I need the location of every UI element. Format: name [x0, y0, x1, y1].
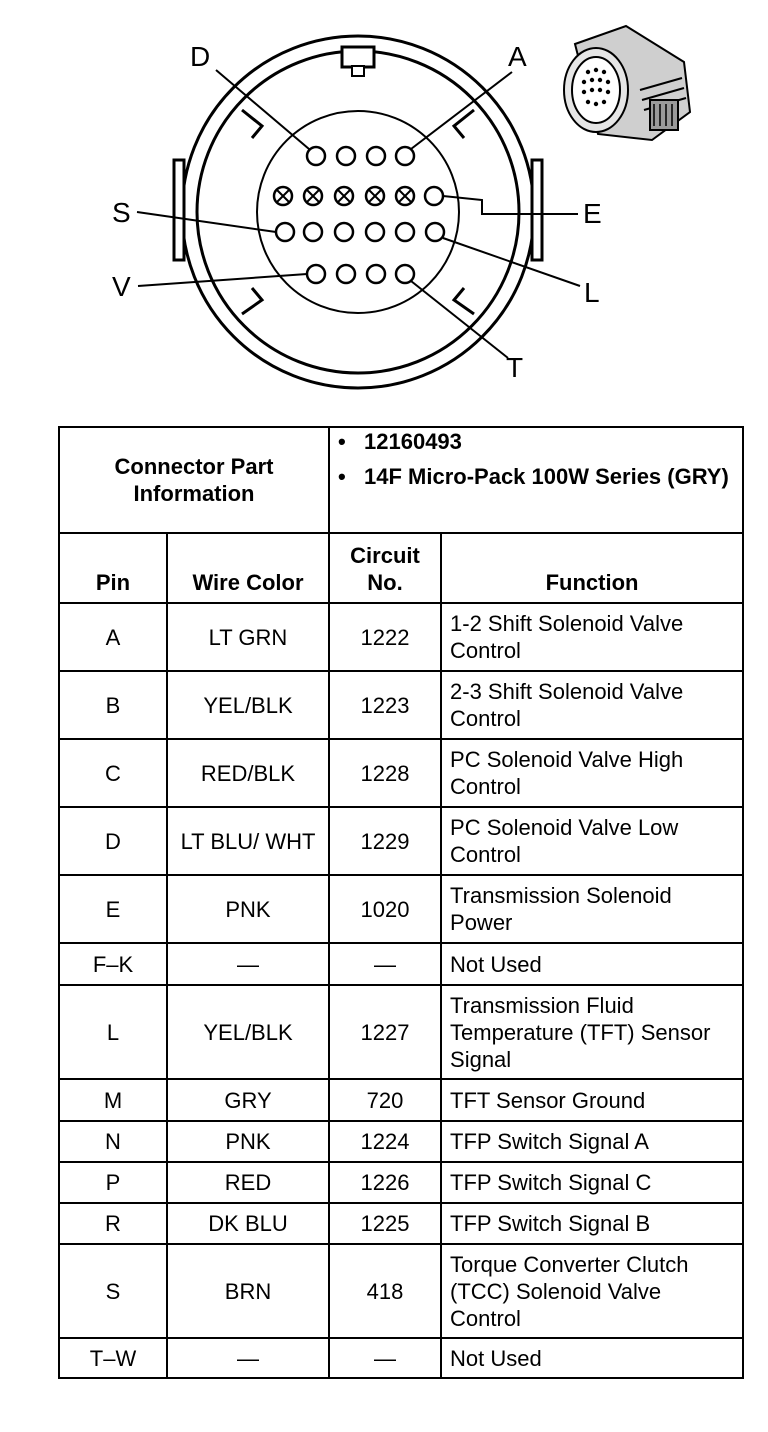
wire-color-cell: DK BLU: [167, 1203, 329, 1244]
circuit-no-cell: 1228: [329, 739, 441, 807]
table-row: [59, 1079, 743, 1121]
connector-housing: [174, 36, 542, 388]
connector-3d-illustration: [564, 26, 690, 140]
function-cell: TFP Switch Signal B: [441, 1203, 743, 1244]
pin-cell: C: [59, 739, 167, 807]
header-pin: Pin: [59, 533, 167, 603]
function-cell: Not Used: [441, 1338, 743, 1378]
circuit-no-cell: 1225: [329, 1203, 441, 1244]
circuit-no-cell: 1020: [329, 875, 441, 943]
callout-s: S: [112, 197, 131, 228]
connector-series: • 14F Micro-Pack 100W Series (GRY): [338, 463, 734, 490]
wire-color-cell: RED/BLK: [167, 739, 329, 807]
circuit-no-cell: 1226: [329, 1162, 441, 1203]
function-cell: TFP Switch Signal C: [441, 1162, 743, 1203]
table-row: [59, 1244, 743, 1338]
plugged-cavities: [274, 187, 414, 205]
wire-color-cell: YEL/BLK: [167, 985, 329, 1079]
pin-cell: P: [59, 1162, 167, 1203]
table-row: [59, 1162, 743, 1203]
circuit-no-cell: —: [329, 943, 441, 985]
table-row: [59, 1121, 743, 1162]
header-circuit-no: Circuit No.: [329, 533, 441, 603]
wire-color-cell: —: [167, 943, 329, 985]
callout-d: D: [190, 41, 211, 72]
circuit-no-cell: 418: [329, 1244, 441, 1338]
circuit-no-cell: 1223: [329, 671, 441, 739]
circuit-no-cell: 1227: [329, 985, 441, 1079]
connector-part-info-label: Connector Part Information: [59, 427, 329, 533]
connector-part-number: • 12160493: [338, 428, 734, 455]
pin-cell: S: [59, 1244, 167, 1338]
wire-color-cell: BRN: [167, 1244, 329, 1338]
connector-face-diagram: [0, 0, 768, 410]
function-cell: Torque Converter Clutch (TCC) Solenoid Valve Control: [441, 1244, 743, 1338]
function-cell: TFT Sensor Ground: [441, 1079, 743, 1121]
callout-v: V: [112, 271, 131, 302]
pin-cell: F–K: [59, 943, 167, 985]
callout-t: T: [506, 352, 524, 383]
pin-cell: E: [59, 875, 167, 943]
pin-cell: A: [59, 603, 167, 671]
function-cell: Not Used: [441, 943, 743, 985]
circuit-no-cell: 1222: [329, 603, 441, 671]
circuit-no-cell: 1224: [329, 1121, 441, 1162]
callout-l: L: [584, 277, 600, 308]
function-cell: TFP Switch Signal A: [441, 1121, 743, 1162]
wire-color-cell: YEL/BLK: [167, 671, 329, 739]
function-cell: Transmission Solenoid Power: [441, 875, 743, 943]
pin-cell: M: [59, 1079, 167, 1121]
callout-leaders: [137, 70, 580, 358]
pin-cell: B: [59, 671, 167, 739]
function-cell: PC Solenoid Valve High Control: [441, 739, 743, 807]
callout-a: A: [508, 41, 527, 72]
pin-cell: N: [59, 1121, 167, 1162]
circuit-no-cell: —: [329, 1338, 441, 1378]
table-row: [59, 671, 743, 739]
function-cell: 1-2 Shift Solenoid Valve Control: [441, 603, 743, 671]
pin-cavities: [274, 147, 444, 283]
pin-cell: L: [59, 985, 167, 1079]
pin-cell: D: [59, 807, 167, 875]
pinout-table: [58, 426, 744, 1379]
wire-color-cell: LT GRN: [167, 603, 329, 671]
table-header-row: [59, 533, 743, 603]
table-row: [59, 985, 743, 1079]
connector-part-info-values: [329, 427, 743, 533]
callout-e: E: [583, 198, 602, 229]
wire-color-cell: GRY: [167, 1079, 329, 1121]
table-row: [59, 1203, 743, 1244]
header-function: Function: [441, 533, 743, 603]
wire-color-cell: LT BLU/ WHT: [167, 807, 329, 875]
connector-info-row: [59, 427, 743, 533]
table-row: [59, 807, 743, 875]
pin-cell: R: [59, 1203, 167, 1244]
pin-rows: [59, 603, 743, 1378]
table-row: [59, 875, 743, 943]
wire-color-cell: —: [167, 1338, 329, 1378]
wire-color-cell: PNK: [167, 1121, 329, 1162]
table-row: [59, 1338, 743, 1378]
function-cell: Transmission Fluid Temperature (TFT) Sensor Signal: [441, 985, 743, 1079]
table-row: [59, 603, 743, 671]
wire-color-cell: RED: [167, 1162, 329, 1203]
circuit-no-cell: 720: [329, 1079, 441, 1121]
header-wire-color: Wire Color: [167, 533, 329, 603]
table-row: [59, 943, 743, 985]
function-cell: 2-3 Shift Solenoid Valve Control: [441, 671, 743, 739]
wire-color-cell: PNK: [167, 875, 329, 943]
pin-cell: T–W: [59, 1338, 167, 1378]
circuit-no-cell: 1229: [329, 807, 441, 875]
table-row: [59, 739, 743, 807]
function-cell: PC Solenoid Valve Low Control: [441, 807, 743, 875]
